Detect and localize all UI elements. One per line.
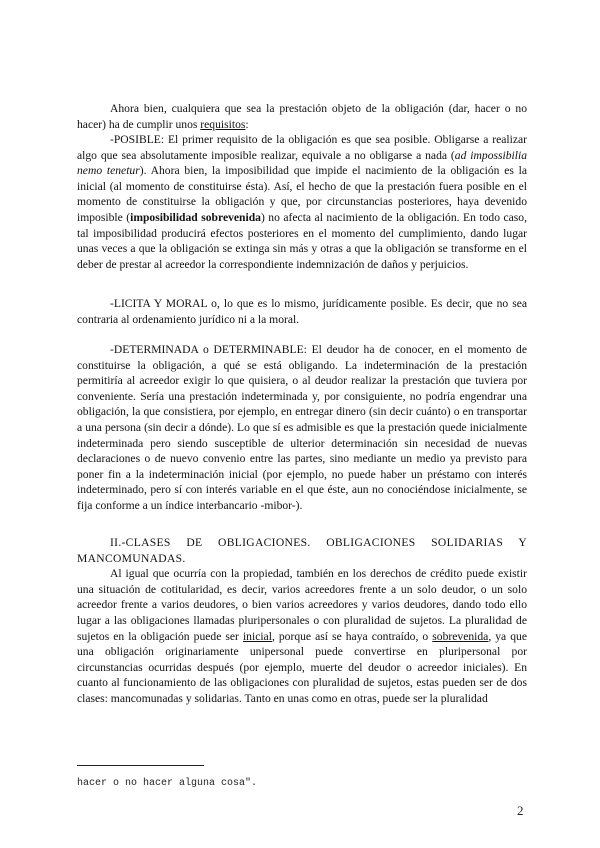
footnote-divider (77, 765, 204, 766)
latin-maxim: ad impossibilia nemo tenetur (77, 148, 527, 178)
requirement-posible: -POSIBLE: El primer requisito de la obligación es que sea posible. Obligarse a realizar algo que sea absolutamente imposible realizar, equivale a no obligarse a nada (ad impossibilia nemo tenetur). Ahora bien, la imposibilidad que impide el nacimiento de la obligación es la inicial (al momento de constituirse ésta). Así, el hecho de que la prestación fuera posible en el momento de constituirse la obligación y que, por circunstancias posteriores, haya devenido imposible (imposibilidad sobrevenida) no afecta al nacimiento de la obligación. En todo caso, tal imposibilidad producirá efectos posteriores en el momento del cumplimiento, dando lugar unas veces a que la obligación se extinga sin más y otras a que la obligación se transforme en el deber de prestar al acreedor la correspondiente indemnización de daños y perjuicios. (77, 133, 527, 271)
requirement-determinada: -DETERMINADA o DETERMINABLE: El deudor ha de conocer, en el momento de constituirse la obligación, a qué se está obligando. La indeterminación de la prestación permitiría al acreedor exigir lo que quisiera, o al deudor realizar la prestación que tuviera por conveniente. Sería una prestación indeterminada y, por consiguiente, no podría engendrar una obligación, la que consistiera, por ejemplo, en entregar dinero (sin decir cuánto) o en transportar a una persona (sin decir a dónde). Lo que sí es admisible es que la prestación quede inicialmente indeterminada pero siendo susceptible de ulterior determinación sin necesidad de nuevas declaraciones o de nuevo convenio entre las partes, sino mediante un medio ya previsto para poner fin a la indeterminación inicial (por ejemplo, no puede haber un préstamo con interés indeterminado, pero sí con interés variable en el que éste, aun no conociéndose inicialmente, se fija conforme a un índice interbancario -mibor-). (77, 343, 527, 512)
requirements-intro: Ahora bien, cualquiera que sea la prestación objeto de la obligación (dar, hacer o no hacer) ha de cumplir unos requisitos: (77, 102, 527, 131)
section-clases-obligaciones: II.-CLASES DE OBLIGACIONES. OBLIGACIONES SOLIDARIAS Y MANCOMUNADAS. Al igual que ocurría con la propiedad, también en los derechos de crédito puede existir una situación de cotitularidad, es decir, varios acreedores frente a un solo deudor, o un solo acreedor frente a varios deudores, o bien varios acreedores y varios deudores, dando todo ello lugar a las obligaciones llamadas pluripersonales o con pluralidad de sujetos. La pluralidad de sujetos en la obligación puede ser inicial, porque así se haya contraído, o sobrevenida, ya que una obligación originariamente unipersonal puede convertirse en pluripersonal por circunstancias ocurridas después (por ejemplo, muerte del deudor o acreedor iniciales). En cuanto al funcionamiento de las obligaciones con pluralidad de sujetos, estas pueden ser de dos clases: mancomunadas y solidarias. Tanto en unas como en otras, puede ser la pluralidad (77, 536, 527, 705)
page-number: 2 (517, 803, 524, 818)
inicial-underlined: inicial (242, 629, 272, 643)
footnote: hacer o no hacer alguna cosa". (77, 778, 258, 789)
imposibilidad-sobrevenida-bold: imposibilidad sobrevenida (130, 210, 261, 224)
requirement-licita: -LICITA Y MORAL o, lo que es lo mismo, jurídicamente posible. Es decir, que no sea contraria al ordenamiento jurídico ni a la moral. (77, 297, 527, 326)
sobrevenida-underlined: sobrevenida (432, 629, 489, 643)
section-title: II.-CLASES DE OBLIGACIONES. OBLIGACIONES SOLIDARIAS Y MANCOMUNADAS. (77, 536, 527, 565)
requisitos-underlined: requisitos (200, 117, 246, 131)
